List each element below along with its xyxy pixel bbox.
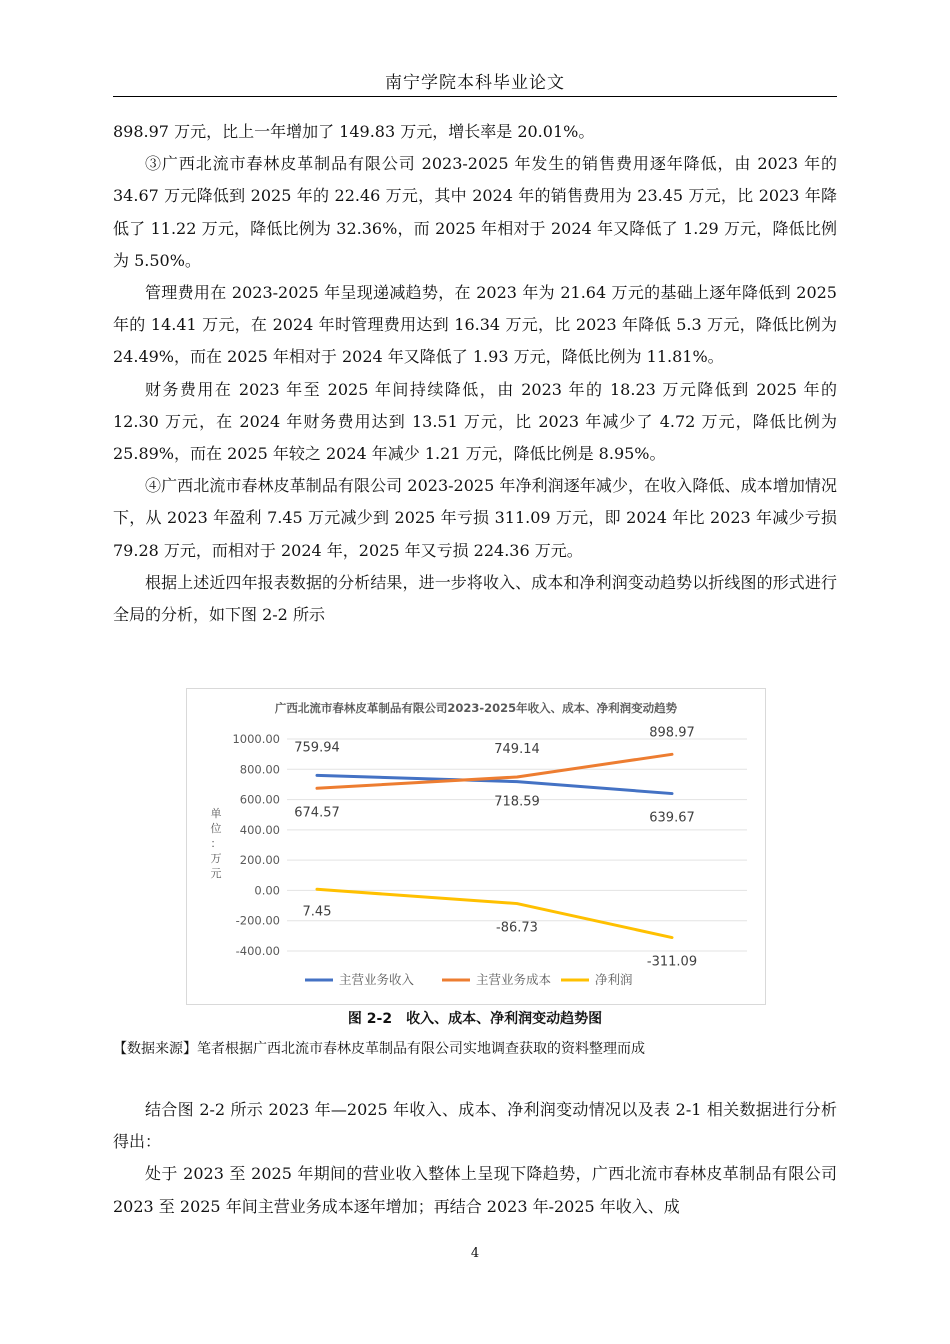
data-label: 898.97 (649, 725, 695, 741)
y-axis-label-char: 元 (210, 867, 222, 880)
data-label: 639.67 (649, 810, 695, 826)
paragraph: 898.97 万元，比上一年增加了 149.83 万元，增长率是 20.01%。 (113, 122, 595, 141)
series-line-3 (317, 889, 672, 937)
paragraph: 处于 2023 至 2025 年期间的营业收入整体上呈现下降趋势，广西北流市春林皮革制品有限公司 2023 至 2025 年间主营业务成本逐年增加；再结合 2023 年-2025 年收入、成 (113, 1164, 837, 1216)
y-axis-label-char: 单 (210, 807, 222, 820)
chart-title: 广西北流市春林皮革制品有限公司2023-2025年收入、成本、净利润变动趋势 (274, 701, 678, 715)
paragraph: 管理费用在 2023-2025 年呈现递减趋势，在 2023 年为 21.64 万元的基础上逐年降低到 2025 年的 14.41 万元，在 2024 年时管理费用达到 16.34 万元，比 2023 年降低 5.3 万元，降低比例为 24.49%，而在 2025 年相对于 2024 年又降低了 1.93 万元，降低比例为 11.81%。 (113, 283, 837, 367)
paragraph: 根据上述近四年报表数据的分析结果，进一步将收入、成本和净利润变动趋势以折线图的形式进行全局的分析，如下图 2-2 所示 (113, 572, 837, 625)
legend-item: 净利润 (595, 972, 633, 987)
data-label: 718.59 (494, 794, 540, 810)
header-rule (113, 96, 837, 97)
chart-grid (287, 739, 747, 951)
page-number: 4 (470, 1246, 480, 1261)
data-label: -86.73 (496, 920, 538, 936)
data-label: 749.14 (494, 741, 540, 757)
y-tick-label: 600.00 (239, 792, 280, 807)
y-tick-label: 400.00 (239, 822, 280, 837)
chart-legend (305, 972, 633, 987)
figure-chart (186, 688, 766, 1005)
paragraph: 财务费用在 2023 年至 2025 年间持续降低，由 2023 年的 18.23 万元降低到 2025 年的 12.30 万元，在 2024 年财务费用达到 13.51 万元，比 2023 年减少了 4.72 万元，降低比例为 25.89%，而在 2025 年较之 2024 年减少 1.21 万元，降低比例是 8.95%。 (113, 379, 837, 464)
paragraph: ③广西北流市春林皮革制品有限公司 2023-2025 年发生的销售费用逐年降低，由 2023 年的 34.67 万元降低到 2025 年的 22.46 万元，其中 2024 年的销售费用为 23.45 万元，比 2023 年降低了 11.22 万元，降低比例为 32.36%，而 2025 年相对于 2024 年又降低了 1.29 万元，降低比例为 5.50%。 (113, 154, 837, 270)
body-text-top (113, 116, 837, 631)
paragraph: ④广西北流市春林皮革制品有限公司 2023-2025 年净利润逐年减少，在收入降低、成本增加情况下，从 2023 年盈利 7.45 万元减少到 2025 年亏损 311.09 万元，即 2024 年比 2023 年减少亏损 79.28 万元，而相对于 2024 年，2025 年又亏损 224.36 万元。 (113, 476, 837, 560)
y-axis-label (211, 807, 222, 880)
y-axis-label-char: 万 (210, 852, 222, 865)
y-tick-label: 1000.00 (232, 732, 280, 746)
data-label: -311.09 (646, 954, 698, 970)
legend-item: 主营业务成本 (476, 972, 552, 987)
line-chart (187, 689, 765, 1004)
y-axis-ticks (232, 732, 280, 958)
legend-item: 主营业务收入 (339, 972, 415, 987)
paragraph: 结合图 2-2 所示 2023 年—2025 年收入、成本、净利润变动情况以及表 2-1 相关数据进行分析得出： (113, 1100, 837, 1152)
series-line-2 (317, 754, 672, 788)
body-text-bottom (113, 1094, 837, 1223)
y-axis-label-char: 位 (210, 822, 222, 835)
data-label: 7.45 (302, 904, 332, 920)
figure-caption: 图 2-2 收入、成本、净利润变动趋势图 (347, 1011, 603, 1027)
y-tick-label: -400.00 (235, 944, 280, 958)
y-tick-label: -200.00 (235, 913, 280, 928)
data-label: 759.94 (294, 740, 340, 756)
y-tick-label: 800.00 (239, 762, 280, 777)
running-header: 南宁学院本科毕业论文 (385, 73, 565, 93)
figure-source: 【数据来源】笔者根据广西北流市春林皮革制品有限公司实地调查获取的资料整理而成 (113, 1041, 645, 1057)
y-tick-label: 200.00 (239, 853, 280, 868)
data-labels (294, 725, 697, 969)
chart-series (317, 754, 672, 937)
y-axis-label-char: ： (210, 837, 222, 850)
data-label: 674.57 (294, 805, 340, 821)
y-tick-label: 0.00 (254, 883, 280, 898)
